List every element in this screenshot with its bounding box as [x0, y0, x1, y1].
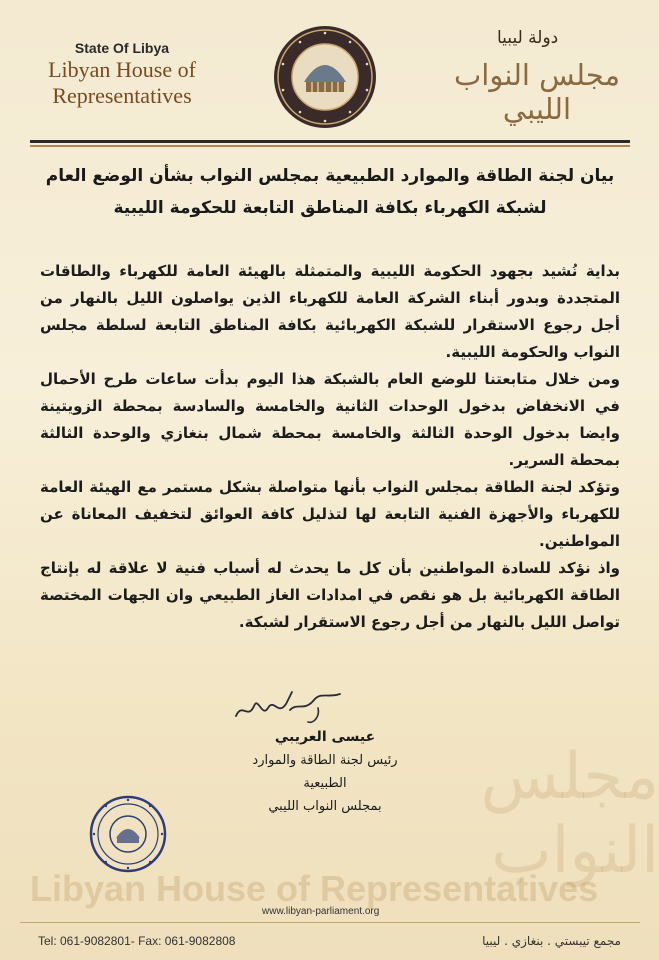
- handwritten-signature-icon: [228, 682, 348, 728]
- body-paragraph-3: وتؤكد لجنة الطاقة بمجلس النواب بأنها متواصلة بشكل مستمر مع الهيئة العامة للكهرباء والأجهزة الفنية التابعة لها لتذليل كافة العوائق لتخفيف المعاناة عن المواطنين.: [40, 478, 620, 550]
- signature-block: [230, 726, 420, 818]
- body-paragraph-2: ومن خلال متابعتنا للوضع العام بالشبكة هذا اليوم بدأت ساعات طرح الأحمال في الانخفاض بدخول الوحدات الثانية والخامسة والسادسة بمحطة الزويتينة وايضا بدخول الوحدة الثالثة والخامسة بمحطة شمال بنغازي والوحدة الثالثة بمحطة السرير.: [40, 370, 620, 469]
- house-name-en-line1: Libyan House of: [48, 57, 196, 82]
- title-line-1: بيان لجنة الطاقة والموارد الطبيعية بمجلس النواب بشأن الوضع العام: [45, 166, 615, 186]
- website-url[interactable]: www.libyan-parliament.org: [262, 906, 380, 917]
- state-name-en: State Of Libya: [74, 40, 170, 56]
- watermark-arabic: مجلس النواب: [480, 740, 659, 888]
- footer-divider: [20, 922, 640, 923]
- signatory-name: عيسى العريبي: [274, 729, 376, 745]
- title-line-2: لشبكة الكهرباء بكافة المناطق التابعة للحكومة الليبية: [113, 198, 547, 218]
- body-paragraph-4: واذ نؤكد للسادة المواطنين بأن كل ما يحدث له أسباب فنية لا علاقة له بإنتاج الطاقة الكهربائية بل هو نقص في امدادات الغاز الطبيعي وان الجهات المختصة تواصل الليل بالنهار من أجل رجوع الاستقرار لشبكة.: [40, 559, 620, 631]
- statement-body: [40, 258, 620, 636]
- parliament-seal-icon: [272, 24, 378, 130]
- official-stamp-icon: [88, 794, 168, 874]
- header-english: [22, 40, 222, 108]
- footer-tel-fax: Tel: 061-9082801- Fax: 061-9082808: [38, 934, 236, 948]
- body-paragraph-1: بداية نُشيد بجهود الحكومة الليبية والمتمثلة بالهيئة العامة للكهرباء والطاقات المتجددة وبدور أبناء الشركة العامة للكهرباء الذين يواصلون الليل بالنهار من أجل رجوع الاستقرار للشبكة الكهربائية بكافة المناطق التابعة لسلطة مجلس النواب والحكومة الليبية.: [40, 262, 620, 361]
- statement-title: [40, 160, 620, 224]
- state-name-ar: دولة ليبيا: [497, 28, 559, 48]
- signatory-affiliation: بمجلس النواب الليبي: [268, 799, 382, 814]
- header-arabic: [437, 28, 637, 126]
- watermark-english: Libyan House of Representatives: [30, 868, 599, 909]
- footer-address: مجمع تيبستي . بنغازي . ليبيا: [482, 934, 621, 948]
- header-divider-gold: [30, 145, 630, 147]
- signatory-role: رئيس لجنة الطاقة والموارد الطبيعية: [252, 753, 398, 791]
- header-divider: [30, 140, 630, 143]
- house-name-ar: مجلس النواب الليبي: [453, 58, 621, 126]
- house-name-en-line2: Representatives: [52, 83, 192, 108]
